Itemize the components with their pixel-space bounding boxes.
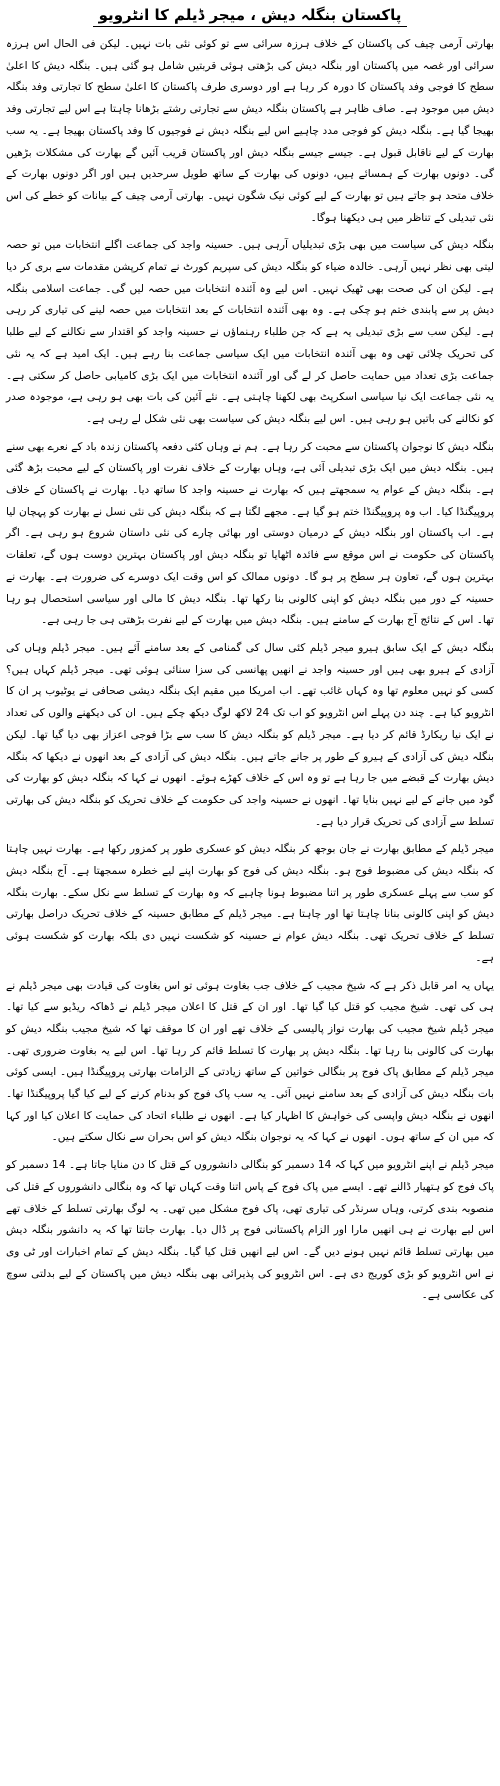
headline-container <box>6 4 494 34</box>
article-paragraph: میجر ڈیلم نے اپنے انٹرویو میں کہا کہ 14 دسمبر کو بنگالی دانشوروں کے قتل کا دن منایا جاتا ہے۔ 14 دسمبر کو پاک فوج کو ہتھیار ڈالنے تھے۔ ایسے میں پاک فوج کے پاس اتنا وقت کہاں تھا کہ وہ بنگالی دانشوروں کے قتل کی منصوبہ بندی کرتی، وہاں سرنڈر کی تیاری تھی، پاک فوج مشکل میں تھی۔ یہ لوگ بھارتی تسلط کے خلاف تھے اس لیے بھارت نے ہی انھیں مارا اور الزام پاکستانی فوج پر ڈال دیا۔ بھارت جانتا تھا کہ یہ دانشور بنگلہ دیش میں بھارتی تسلط قائم نہیں ہونے دیں گے۔ اس لیے انھیں قتل کیا گیا۔ بنگلہ دیش کے تمام اخبارات اور ٹی وی نے اس انٹرویو کو بڑی کوریج دی ہے۔ اس انٹرویو کی پذیرائی بھی بنگلہ دیش میں پاکستان کے لیے بدلتی سوچ کی عکاسی ہے۔ <box>6 1159 494 1302</box>
article-paragraph: میجر ڈیلم کے مطابق بھارت نے جان بوجھ کر بنگلہ دیش کو عسکری طور پر کمزور رکھا ہے۔ بھارت نہیں چاہتا کہ بنگلہ دیش کی مضبوط فوج ہو۔ بنگلہ دیش کی فوج کو بھارت اپنے لیے خطرہ سمجھتا ہے۔ آج بنگلہ دیش کو سب سے پہلے عسکری طور پر اتنا مضبوط ہونا چاہیے کہ وہ بھارت کے تسلط سے نکل سکے۔ بھارت بنگلہ دیش کو اپنی کالونی بنانا چاہتا تھا اور چاہتا ہے۔ میجر ڈیلم کے مطابق حسینہ کے خلاف تحریک دراصل بھارتی تسلط کے خلاف تحریک تھی۔ بنگلہ دیش عوام نے حسینہ کو شکست نہیں دی بلکہ بھارت کو شکست ہوئی ہے۔ <box>6 843 494 964</box>
article-body <box>6 34 494 1307</box>
article-paragraph: یہاں یہ امر قابل ذکر ہے کہ شیخ مجیب کے خلاف جب بغاوت ہوئی تو اس بغاوت کی قیادت بھی میجر ڈیلم نے ہی کی تھی۔ شیخ مجیب کو قتل کیا گیا تھا۔ اور ان کے قتل کا اعلان میجر ڈیلم نے ڈھاکہ ریڈیو سے کیا تھا۔ میجر ڈیلم شیخ مجیب کی بھارت نواز پالیسی کے خلاف تھے اور ان کا موقف تھا کہ شیخ مجیب بنگلہ دیش کو بھارت کی کالونی بنا رہا تھا۔ بنگلہ دیش پر بھارت کا تسلط قائم کر رہا تھا۔ اس لیے یہ بغاوت ضروری تھی۔ میجر ڈیلم کے مطابق پاک فوج پر بنگالی خواتین کے ساتھ زیادتی کے الزامات بھارتی پروپیگنڈا ہیں۔ ایسی کوئی بات بنگلہ دیش کی آزادی کے بعد سامنے نہیں آئی۔ یہ سب پاک فوج کو بدنام کرنے کے لیے کیا گیا پروپیگنڈا تھا۔ انھوں نے بنگلہ دیش واپسی کی خواہش کا اظہار کیا ہے۔ انھوں نے طلباء اتحاد کی حمایت کا اعلان کیا اور کہا کہ میں ان کے ساتھ ہوں۔ انھوں نے کہا کہ یہ نوجوان بنگلہ دیش کو اس بحران سے نکال سکتے ہیں۔ <box>6 979 494 1144</box>
article-paragraph: بنگلہ دیش کے ایک سابق ہیرو میجر ڈیلم کئی سال کی گمنامی کے بعد سامنے آئے ہیں۔ میجر ڈیلم وہاں کی آزادی کے ہیرو بھی ہیں اور حسینہ واجد نے انھیں پھانسی کی سزا سنائی ہوئی تھی۔ میجر ڈیلم کہاں ہیں؟ کسی کو نہیں معلوم تھا وہ کہاں غائب تھے۔ اب امریکا میں مقیم ایک بنگلہ دیشی صحافی نے یوٹیوب پر ان کا انٹرویو کیا ہے۔ چند دن پہلے اس انٹرویو کو اب تک 24 لاکھ لوگ دیکھ چکے ہیں۔ ان کی دیکھنے والوں کی تعداد نے ایک نیا ریکارڈ قائم کر دیا ہے۔ میجر ڈیلم کو بنگلہ دیش کا سب سے بڑا فوجی اعزاز بھی دیا گیا تھا۔ لیکن بنگلہ دیش کی آزادی کے ہیرو کے طور پر جانے جاتے ہیں۔ بنگلہ دیش کی آزادی کے بعد انھوں نے دیکھا کہ بنگلہ دیش بھارت کے قبضے میں جا رہا ہے تو وہ اس کے خلاف کھڑے ہوئے۔ انھوں نے کہا کہ بنگلہ دیش کو بھارت کی گود میں جانے کے لیے نہیں بنایا تھا۔ انھوں نے حسینہ واجد کی حکومت کے خلاف تحریک کو بنگلہ دیش کی بھارتی تسلط سے آزادی کی تحریک قرار دیا ہے۔ <box>6 641 494 828</box>
article-paragraph: بھارتی آرمی چیف کی پاکستان کے خلاف ہرزہ سرائی سے تو کوئی نئی بات نہیں۔ لیکن فی الحال اس ہرزہ سرائی اور غصہ میں پاکستان اور بنگلہ دیش کی بڑھتی ہوئی قربتیں شامل ہو گئی ہیں۔ بنگلہ دیش کا اعلیٰ سطح کا فوجی وفد پاکستان کا دورہ کر رہا ہے اور دوسری طرف پاکستان کا اعلیٰ سطح کا تجارتی وفد بنگلہ دیش میں موجود ہے۔ صاف ظاہر ہے پاکستان بنگلہ دیش سے تجارتی رشتے بڑھانا چاہتا ہے اس لیے تجارتی وفد بھیجا گیا ہے۔ بنگلہ دیش کو فوجی مدد چاہیے اس لیے بنگلہ دیش نے فوجیوں کا وفد پاکستان بھیجا ہے۔ یہ سب بھارت کے لیے ناقابل قبول ہے۔ جیسے جیسے بنگلہ دیش اور پاکستان قریب آئیں گے بھارت کی مشکلات بڑھیں گی۔ دونوں بھارت کے ہمسائے ہیں، دونوں کی بھارت کے ساتھ طویل سرحدیں ہیں اور اگر دونوں بھارت کے خلاف متحد ہو جاتے ہیں تو بھارت کے لیے کوئی نیک شگون نہیں۔ بھارتی آرمی چیف کے بیانات کو خطے کی اس نئی تبدیلی کے تناظر میں ہی دیکھنا ہوگا۔ <box>6 38 494 224</box>
article-headline: پاکستان بنگلہ دیش ، میجر ڈیلم کا انٹرویو <box>93 4 408 27</box>
article-paragraph: بنگلہ دیش کی سیاست میں بھی بڑی تبدیلیاں آرہی ہیں۔ حسینہ واجد کی جماعت اگلے انتخابات میں تو حصہ لیتی بھی نظر نہیں آرہی۔ خالدہ ضیاء کو بنگلہ دیش کی سپریم کورٹ نے تمام کرپشن مقدمات سے بری کر دیا ہے۔ لیکن ان کی صحت بھی ٹھیک نہیں۔ اس لیے وہ آئندہ انتخابات میں حصہ لیں گی۔ جماعت اسلامی بنگلہ دیش پر سے پابندی ختم ہو چکی ہے۔ وہ بھی آئندہ انتخابات کے بعد انتخابات میں حصہ لینے کی تیاری کر رہی ہے۔ لیکن سب سے بڑی تبدیلی یہ ہے کہ جن طلباء رہنماؤں نے حسینہ واجد کو اقتدار سے نکالنے کے لیے طلبا کی تحریک چلائی تھی وہ بھی آئندہ انتخابات میں ایک سیاسی جماعت بنا رہے ہیں۔ ایک امید ہے کہ یہ نئی جماعت بڑی تعداد میں حمایت حاصل کر لے گی اور آئندہ انتخابات میں ایک بڑی کامیابی حاصل کر سکتی ہے۔ یہ نئی جماعت ایک نیا سیاسی اسکرپٹ بھی لکھنا چاہتی ہے۔ نئے آئین کی بات بھی ہو رہی ہے، موجودہ صدر کو نکالنے کی باتیں ہو رہی ہیں۔ اس لیے بنگلہ دیش کی سیاست بھی نئی شکل لے رہی ہے۔ <box>6 239 494 425</box>
article-paragraph: بنگلہ دیش کا نوجوان پاکستان سے محبت کر رہا ہے۔ ہم نے وہاں کئی دفعہ پاکستان زندہ باد کے نعرے بھی سنے ہیں۔ بنگلہ دیش میں ایک بڑی تبدیلی آئی ہے، وہاں بھارت کے خلاف نفرت اور پاکستان کے لیے محبت بڑھ گئی ہے۔ بنگلہ دیش کے عوام یہ سمجھتے ہیں کہ بھارت نے حسینہ واجد کا ساتھ دیا۔ بھارت نے پاکستان کے خلاف پروپیگنڈا کیا۔ اب وہ پروپیگنڈا ختم ہو گیا ہے۔ مجھے لگتا ہے کہ بنگلہ دیش کی نئی نسل نے بھارت کو پہچان لیا ہے۔ اب پاکستان اور بنگلہ دیش کے درمیان دوستی اور بھائی چارے کی نئی داستان شروع ہو رہی ہے۔ اگر پاکستان کی حکومت نے اس موقع سے فائدہ اٹھایا تو بنگلہ دیش اور پاکستان بہترین دوست ہوں گے، تعلقات بہترین ہوں گے، تعاون ہر سطح پر ہو گا۔ دونوں ممالک کو اس وقت ایک دوسرے کی ضرورت ہے۔ بھارت نے حسینہ کے دور میں بنگلہ دیش کو اپنی کالونی بنا رکھا تھا۔ بنگلہ دیش کا مالی اور سیاسی استحصال ہو رہا تھا۔ اس کے نتائج آج بھارت کے سامنے ہیں۔ بنگلہ دیش میں بھارت کے لیے نفرت بڑھتی ہی جا رہی ہے۔ <box>6 440 494 627</box>
